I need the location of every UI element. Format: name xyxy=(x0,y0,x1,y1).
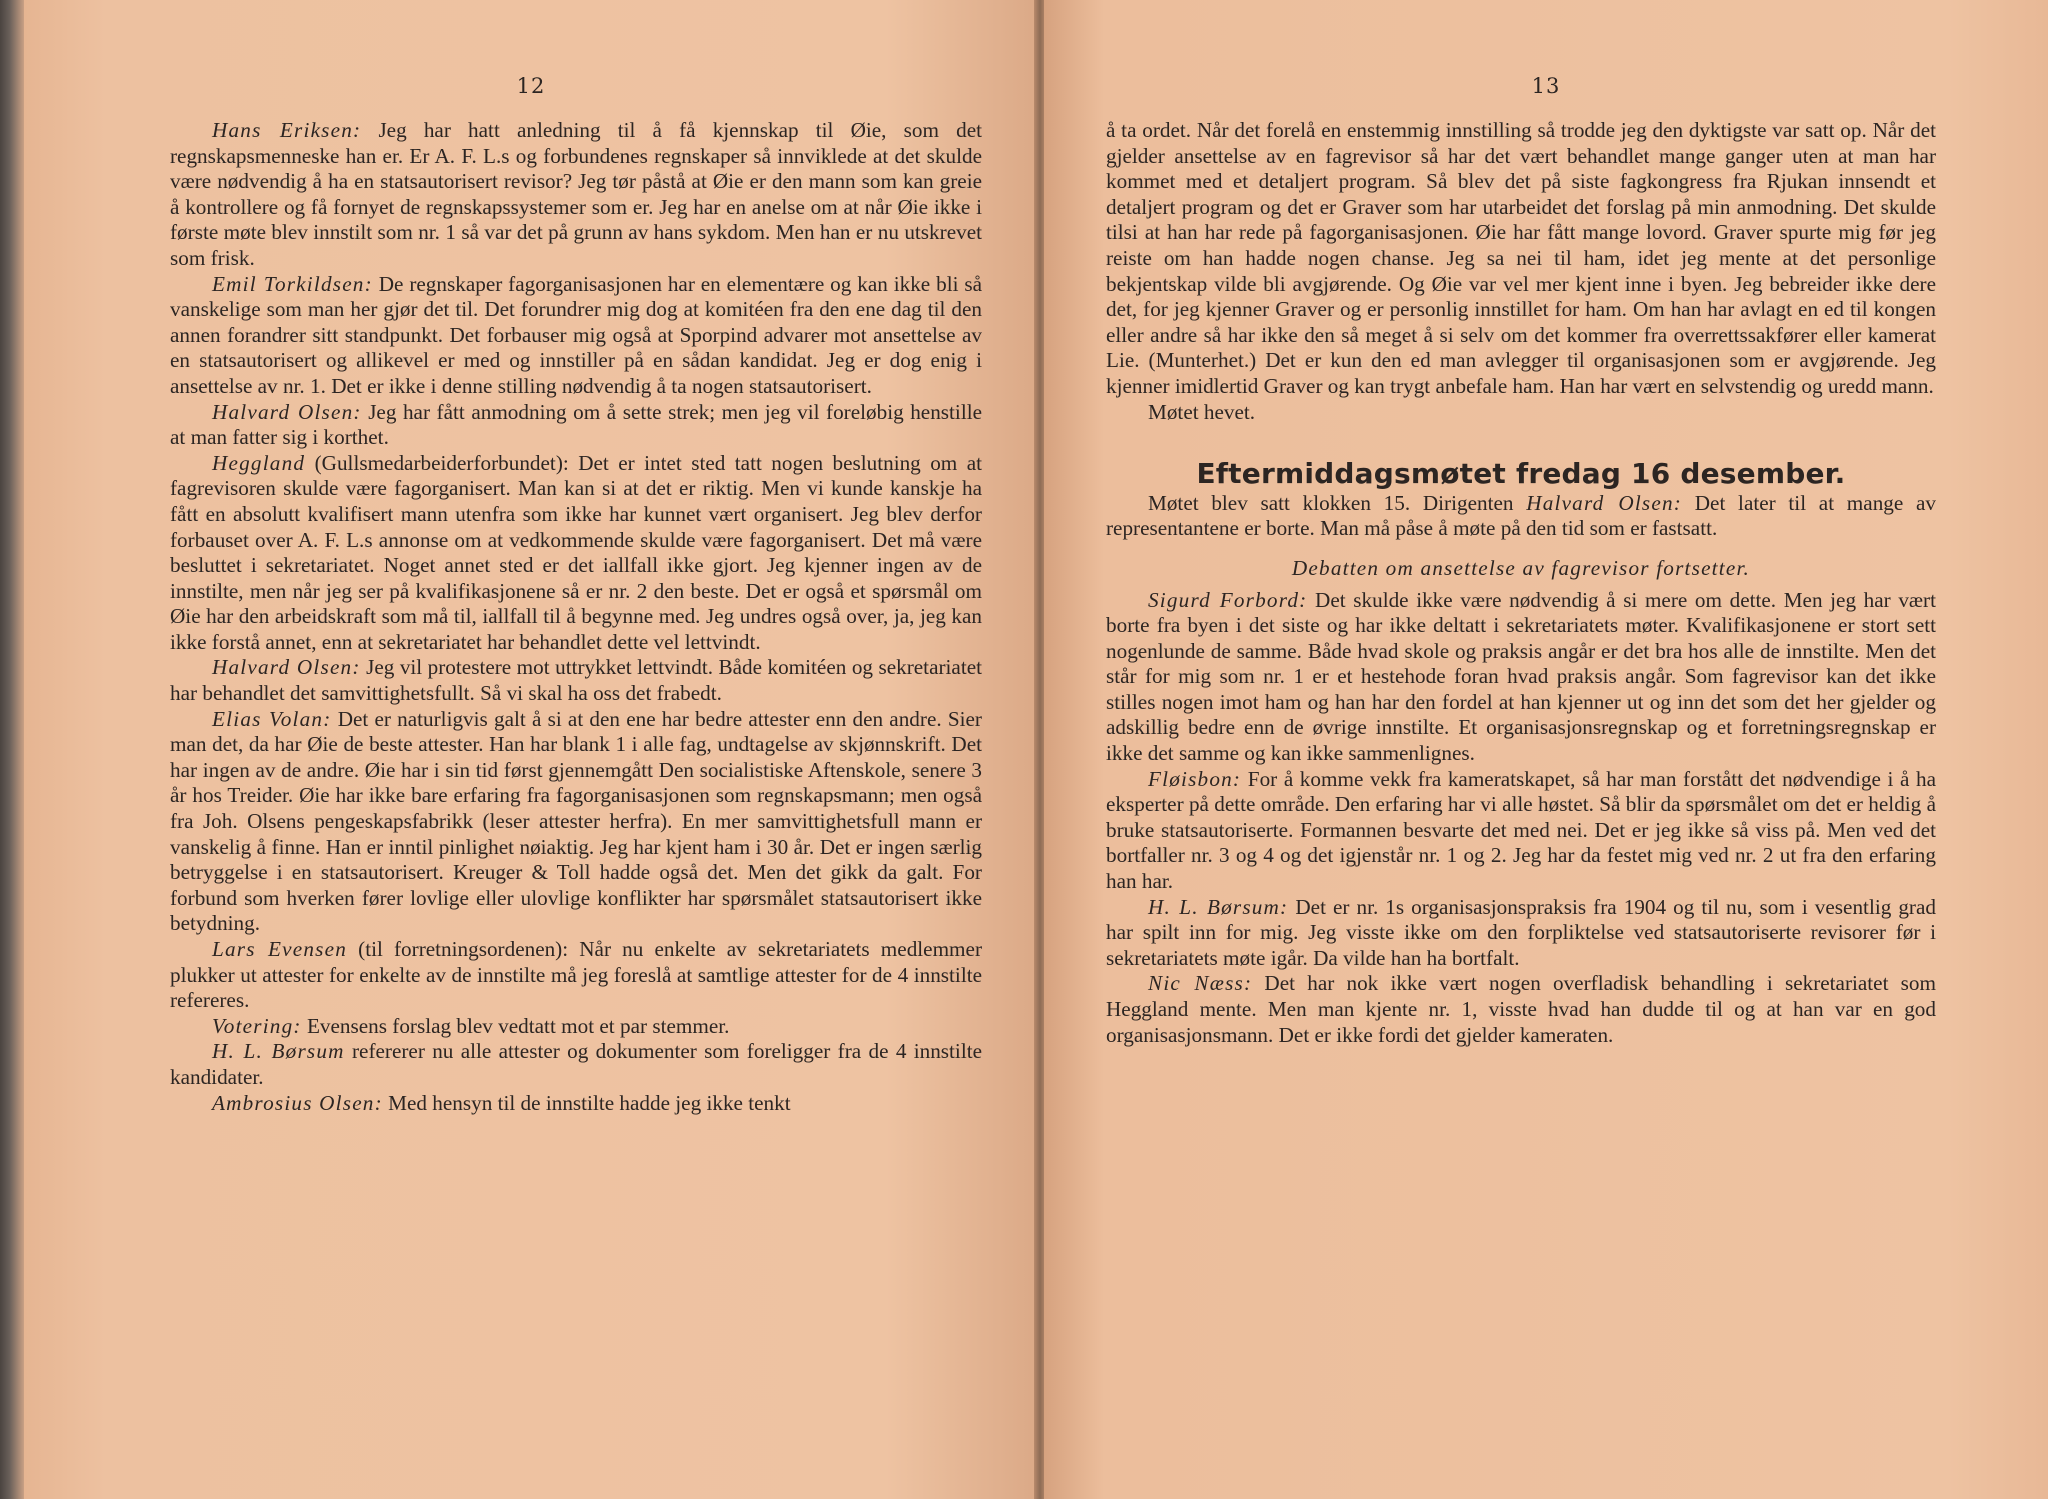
speaker-name: H. L. Børsum xyxy=(212,1039,345,1064)
speaker-name: Ambrosius Olsen: xyxy=(212,1090,383,1115)
paragraph xyxy=(170,400,982,451)
book-edge xyxy=(0,0,24,1499)
paragraph-text: Evensens forslag blev vedtatt mot et par stemmer. xyxy=(301,1013,730,1038)
right-page xyxy=(1044,0,2048,1499)
speaker-name: Fløisbon: xyxy=(1148,766,1242,791)
paragraph xyxy=(170,937,982,1014)
paragraph xyxy=(170,272,982,400)
paragraph-text: Jeg har hatt anledning til å få kjennskap til Øie, som det regnskapsmenneske han er. Er A. F. L.s og forbundenes regnskaper så innviklede at det skulde være nødvendig å ha en statsautorisert revisor? Jeg tør påstå at Øie er den mann som kan greie å kontrollere og få fornyet de regnskapssystemer som er. Jeg har en anelse om at når Øie ikke i første møte blev innstilt som nr. 1 så var det på grunn av hans sykdom. Men han er nu utskrevet som frisk. xyxy=(170,118,982,270)
paragraph xyxy=(170,655,982,706)
paragraph-text: Det later til at mange av representantene er borte. Man må påse å møte på den tid som er fastsatt. xyxy=(1106,490,1936,541)
left-page xyxy=(24,0,1038,1499)
paragraph-text: refererer nu alle attester og dokumenter som foreligger fra de 4 innstilte kandidater. xyxy=(170,1039,983,1089)
paragraph-text: Jeg vil protestere mot uttrykket lettvindt. Både komitéen og sekretariatet har behandlet det samvittighetsfullt. Så vi skal ha oss det frabedt. xyxy=(170,655,983,706)
paragraph-text: (Gullsmedarbeiderforbundet): Det er intet sted tatt nogen beslutning om at fagrevisoren skulde være fagorganisert. Man kan si at det er riktig. Men vi kunde kanskje ha fått en absolutt kvalifisert mann utenfra som ikke har kunnet vært organisert. Jeg blev derfor forbauset over A. F. L.s annonse om at vedkommende skulde være fagorganisert. Det må være besluttet i sekretariatet. Noget annet sted er det iallfall ikke gjort. Jeg kjenner ingen av de innstilte, men når jeg ser på kvalifikasjonene så er nr. 2 den beste. Det er også et spørsmål om Øie har den arbeidskraft som må til, iallfall til å begynne med. Jeg undres også over, ja, jeg kan ikke forstå annet, enn at sekretariatet har behandlet dette vel lettvindt. xyxy=(170,450,982,654)
speaker-name: Halvard Olsen: xyxy=(1526,490,1683,515)
speaker-name: Lars Evensen xyxy=(212,937,347,961)
speaker-name: Sigurd Forbord: xyxy=(1148,587,1308,612)
speaker-name: Halvard Olsen: xyxy=(212,655,361,680)
text-column xyxy=(1106,118,1936,1048)
speaker-name: Votering: xyxy=(212,1013,302,1038)
page-number: 12 xyxy=(516,74,546,98)
paragraph xyxy=(1106,971,1936,1048)
closing-line: Møtet hevet. xyxy=(1148,399,1256,424)
speaker-name: Emil Torkildsen: xyxy=(212,271,373,296)
paragraph xyxy=(1106,895,1936,972)
speaker-name: Heggland xyxy=(212,450,306,475)
paragraph-text: Det er nr. 1s organisasjonspraksis fra 1904 og til nu, som i vesentlig grad har spilt inn for mig. Jeg visste ikke om den forpliktelse ved statsautoriserte revisorer før i sekretariatets møte igår. Da vilde han ha bortfalt. xyxy=(1106,894,1936,970)
paragraph xyxy=(170,707,982,937)
paragraph-text: De regnskaper fagorganisasjonen har en elementære og kan ikke bli så vanskelige som man her gjør det til. Det forundrer mig dog at komitéen fra den ene dag til den annen forandrer sitt standpunkt. Det forbauser mig også at Sporpind advarer mot ansettelse av en statsautorisert og allikevel er med og innstiller på en sådan kandidat. Jeg er dog enig i ansettelse av nr. 1. Det er ikke i denne stilling nødvendig å ta nogen statsautorisert. xyxy=(170,271,983,398)
section-heading: Eftermiddagsmøtet fredag 16 desember. xyxy=(1196,457,1846,491)
speaker-name: H. L. Børsum: xyxy=(1148,894,1289,919)
text-column xyxy=(170,118,982,1116)
paragraph xyxy=(170,1039,982,1090)
page-number: 13 xyxy=(1531,74,1561,98)
paragraph-text: Med hensyn til de innstilte hadde jeg ikke tenkt xyxy=(382,1090,791,1115)
paragraph-text: Møtet blev satt klokken 15. Dirigenten xyxy=(1148,490,1527,515)
paragraph-text: Det har nok ikke vært nogen overfladisk behandling i sekretariatet som Heggland mente. Men man kjente nr. 1, visste hvad han dudde til og at han var en god organisasjonsmann. Det er ikke fordi det gjelder kameraten. xyxy=(1106,971,1936,1047)
paragraph-text: For å komme vekk fra kameratskapet, så har man forstått det nødvendige i å ha eksperter på dette område. Den erfaring har vi alle høstet. Så blir da spørsmålet om det er heldig å bruke statsautoriserte. Formannen besvarte det med nei. Det er jeg ikke så viss på. Men ved det bortfaller nr. 3 og 4 og det igjenstår nr. 1 og 2. Jeg har da festet mig ved nr. 2 ut fra den erfaring han har. xyxy=(1106,766,1936,894)
paragraph xyxy=(170,118,982,272)
paragraph-text: (til forretningsordenen): Når nu enkelte av sekretariatets medlemmer plukker ut attester for enkelte av de innstilte må jeg foreslå at samtlige attester for de 4 innstilte refereres. xyxy=(170,937,982,1013)
paragraph-text: Jeg har fått anmodning om å sette strek; men jeg vil foreløbig henstille at man fatter sig i korthet. xyxy=(170,399,982,450)
speaker-name: Hans Eriksen: xyxy=(212,118,362,142)
paragraph xyxy=(1106,491,1936,542)
paragraph-text: Det skulde ikke være nødvendig å si mere om dette. Men jeg har vært borte fra byen i det siste og har ikke deltatt i sekretariatets møter. Kvalifikasjonene er stort sett nogenlunde de samme. Både hvad skole og praksis angår er det bra hos alle de innstilte. Men det står for mig som nr. 1 er et hestehode foran hvad praksis angår. Som fagrevisor kan det ikke stilles nogen imot ham og han har den fordel at han kjenner ut og inn det som det her gjelder og adskillig bedre enn de øvrige innstilte. Et organisasjonsregnskap og et forretningsregnskap er ikke det samme og kan ikke sammenlignes. xyxy=(1106,587,1937,766)
speaker-name: Nic Næss: xyxy=(1148,971,1253,996)
speaker-name: Halvard Olsen: xyxy=(212,399,362,424)
paragraph-text: Det er naturligvis galt å si at den ene har bedre attester enn den andre. Sier man det, da har Øie de beste attester. Han har blank 1 i alle fag, undtagelse av skjønnskrift. Det har ingen av de andre. Øie har i sin tid først gjennemgått Den socialistiske Aftenskole, senere 3 år hos Treider. Øie har ikke bare erfaring fra fagorganisasjonen som regnskapsmann; men også fra Joh. Olsens pengeskapsfabrikk (leser attester herfra). En mer samvittighetsfull mann er vanskelig å finne. Han er inntil pinlighet nøiaktig. Jeg har kjent ham i 30 år. Det er ingen særlig betryggelse i en statsautorisert. Kreuger & Toll hadde også det. Men det gikk da galt. For forbund som hverken fører lovlige eller ulovlige konflikter har spørsmålet statsautorisert ikke betydning. xyxy=(170,706,982,936)
speaker-name: Elias Volan: xyxy=(212,706,332,731)
paragraph xyxy=(170,1091,982,1117)
section-subheading: Debatten om ansettelse av fagrevisor fortsetter. xyxy=(1291,555,1751,580)
paragraph-continuation: å ta ordet. Når det forelå en enstemmig innstilling så trodde jeg den dyktigste var satt op. Når det gjelder ansettelse av en fagrevisor så har det vært behandlet mange ganger uten at man har kommet med et detaljert program. Så blev det på siste fagkongress fra Rjukan innsendt et detaljert program og det er Graver som har utarbeidet det forslag på min anmodning. Det skulde tilsi at han har rede på fagorganisasjonen. Øie har fått mange lovord. Graver spurte mig før jeg reiste om han hadde nogen chanse. Jeg sa nei til ham, idet jeg mente at det personlige bekjentskap vilde bli avgjørende. Og Øie var vel mer kjent inne i byen. Jeg bebreider ikke dere det, for jeg kjenner Graver og er personlig innstillet for ham. Om han har avlagt en ed til kongen eller andre så har ikke den så meget å si selv om det kommer fra overrettssakfører eller kamerat Lie. (Munterhet.) Det er kun den ed man avlegger til organisasjonen som er avgjørende. Jeg kjenner imidlertid Graver og kan trygt anbefale ham. Han har vært en selvstendig og uredd mann. xyxy=(1106,118,1936,398)
paragraph xyxy=(170,451,982,656)
paragraph xyxy=(1106,767,1936,895)
paragraph xyxy=(170,1014,982,1040)
paragraph xyxy=(1106,588,1936,767)
